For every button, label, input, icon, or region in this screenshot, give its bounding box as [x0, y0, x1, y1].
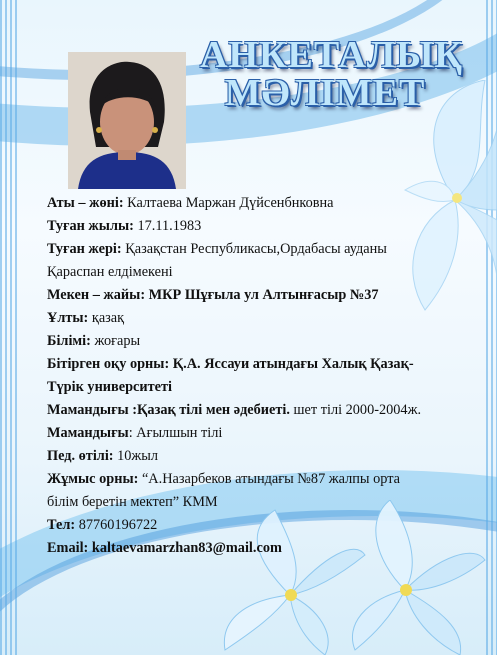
detail-label: Тел: — [47, 517, 76, 533]
detail-label: Аты – жөні: — [47, 195, 124, 211]
left-stripe-decoration — [0, 0, 18, 655]
detail-value: Калтаева Маржан Дүйсенбнковна — [123, 195, 334, 211]
detail-row-workplace — [47, 468, 487, 491]
detail-value: “А.Назарбеков атындағы №87 жалпы орта — [138, 471, 400, 487]
detail-value: : Ағылшын тілі — [128, 425, 223, 441]
detail-value: Қараспан елдімекені — [47, 264, 173, 280]
detail-row-birth-year — [47, 215, 487, 238]
detail-row-birthplace-cont — [47, 261, 487, 284]
detail-value: 87760196722 — [75, 517, 158, 533]
detail-value: 17.11.1983 — [133, 218, 202, 234]
detail-row-address — [47, 284, 487, 307]
detail-label: Пед. өтілі: — [47, 448, 114, 464]
profile-photo — [68, 52, 186, 189]
detail-value: Қазақстан Республикасы,Ордабасы ауданы — [121, 241, 387, 257]
detail-value: қазақ — [88, 310, 125, 326]
detail-label: Ұлты: — [47, 310, 89, 326]
detail-label: Түрік университеті — [47, 379, 173, 395]
detail-value: жоғары — [90, 333, 141, 349]
detail-row-specialty-1 — [47, 399, 487, 422]
detail-row-workplace-cont — [47, 491, 487, 514]
detail-value: 10жыл — [113, 448, 159, 464]
detail-row-nationality — [47, 307, 487, 330]
detail-label: Туған жері: — [47, 241, 122, 257]
detail-label: Жұмыс орны: — [47, 471, 139, 487]
detail-row-experience — [47, 445, 487, 468]
detail-row-university — [47, 353, 487, 376]
detail-row-specialty-2 — [47, 422, 487, 445]
detail-row-university-cont — [47, 376, 487, 399]
detail-row-full-name — [47, 192, 487, 215]
detail-label: Email: kaltaevamarzhan83@mail.com — [47, 540, 282, 556]
detail-value: білім беретін мектеп” КММ — [47, 494, 218, 510]
detail-row-birthplace — [47, 238, 487, 261]
detail-label: Білімі: — [47, 333, 91, 349]
detail-row-phone — [47, 514, 487, 537]
detail-label: Мамандығы :Қазақ тілі мен әдебиеті. — [47, 402, 290, 418]
detail-value: шет тілі 2000-2004ж. — [289, 402, 422, 418]
page-title — [200, 34, 463, 114]
detail-row-education — [47, 330, 487, 353]
detail-label: Мекен – жайы: МКР Шұғыла ул Алтынғасыр №37 — [47, 287, 379, 303]
person-portrait-icon — [68, 52, 186, 189]
profile-details — [47, 192, 487, 560]
detail-label: Туған жылы: — [47, 218, 134, 234]
detail-row-email — [47, 537, 487, 560]
title-line-2: МӘЛІМЕТ — [224, 72, 426, 114]
detail-label: Мамандығы — [47, 425, 129, 441]
detail-label: Бітірген оқу орны: Қ.А. Яссауи атындағы Халық Қазақ- — [47, 356, 414, 372]
title-line-1: АНКЕТАЛЫҚ — [200, 34, 463, 76]
